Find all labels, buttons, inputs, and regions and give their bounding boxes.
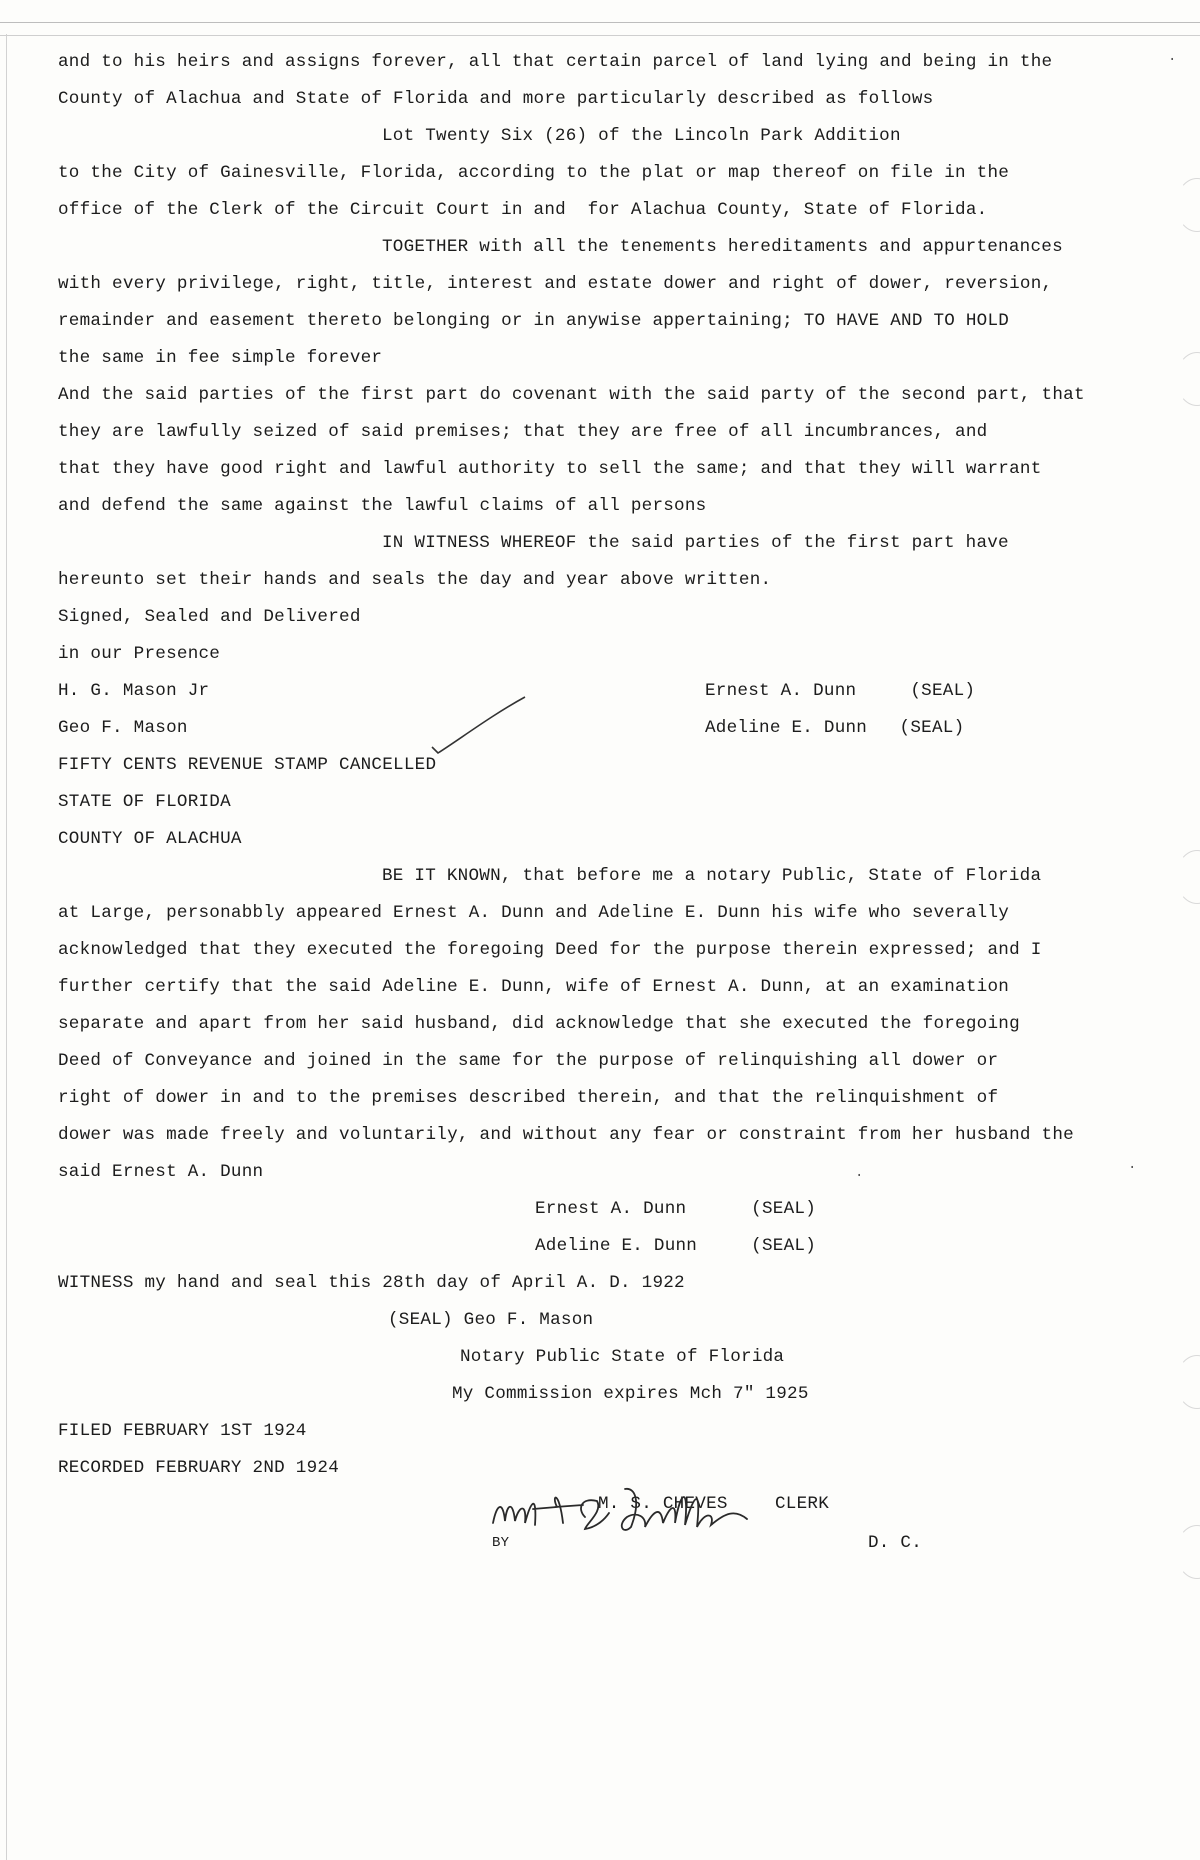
deed-text-line: they are lawfully seized of said premises; that they are free of all incumbrances, and (58, 422, 988, 442)
acknowledgment-text: Deed of Conveyance and joined in the same for the purpose of relinquishing all dower or (58, 1051, 999, 1071)
scan-speck: · (1128, 1160, 1137, 1176)
deed-text-line: and to his heirs and assigns forever, all that certain parcel of land lying and being in the (58, 52, 1053, 72)
recorded-date: RECORDED FEBRUARY 2ND 1924 (58, 1458, 340, 1478)
grantor-signature: Ernest A. Dunn (SEAL) (705, 681, 976, 701)
deed-text-line: office of the Clerk of the Circuit Court in and for Alachua County, State of Florida. (58, 200, 988, 220)
binder-hole (1176, 1525, 1200, 1579)
deed-text-line: TOGETHER with all the tenements hereditaments and appurtenances (382, 237, 1063, 257)
top-rule (0, 22, 1200, 36)
binder-hole (1176, 352, 1200, 406)
revenue-stamp-note: FIFTY CENTS REVENUE STAMP CANCELLED (58, 755, 437, 775)
deed-text-line: remainder and easement thereto belonging or in anywise appertaining; TO HAVE AND TO HOLD (58, 311, 1010, 331)
by-label: BY (492, 1535, 510, 1551)
attestation-heading: Signed, Sealed and Delivered (58, 607, 361, 627)
deed-text-line: with every privilege, right, title, interest and estate dower and right of dower, reversion, (58, 274, 1053, 294)
grantor-signature: Ernest A. Dunn (SEAL) (535, 1199, 817, 1219)
jurisdiction-state: STATE OF FLORIDA (58, 792, 231, 812)
acknowledgment-text: BE IT KNOWN, that before me a notary Public, State of Florida (382, 866, 1042, 886)
clerk-title: CLERK (775, 1494, 830, 1514)
deed-text-line: and defend the same against the lawful claims of all persons (58, 496, 707, 516)
notary-seal-name: (SEAL) Geo F. Mason (388, 1310, 594, 1330)
scan-speck: · (855, 1168, 864, 1184)
witness-name: H. G. Mason Jr (58, 681, 210, 701)
acknowledgment-text: right of dower in and to the premises described therein, and that the relinquishment of (58, 1088, 999, 1108)
acknowledgment-text: acknowledged that they executed the foregoing Deed for the purpose therein expressed; and I (58, 940, 1042, 960)
grantor-signature: Adeline E. Dunn (SEAL) (535, 1236, 817, 1256)
deed-text-line: County of Alachua and State of Florida and more particularly described as follows (58, 89, 934, 109)
notary-witness-line: WITNESS my hand and seal this 28th day of April A. D. 1922 (58, 1273, 685, 1293)
deputy-clerk-label: D. C. (868, 1533, 923, 1553)
witness-name: Geo F. Mason (58, 718, 188, 738)
binder-hole (1176, 178, 1200, 232)
filed-date: FILED FEBRUARY 1ST 1924 (58, 1421, 307, 1441)
handwritten-signature-icon (485, 1483, 775, 1539)
attestation-heading: in our Presence (58, 644, 221, 664)
scan-speck: · (1168, 52, 1177, 68)
binder-hole (1176, 1355, 1200, 1409)
acknowledgment-text: said Ernest A. Dunn (58, 1162, 264, 1182)
deed-text-line: hereunto set their hands and seals the day and year above written. (58, 570, 772, 590)
acknowledgment-text: dower was made freely and voluntarily, and without any fear or constraint from her husband the (58, 1125, 1074, 1145)
notary-commission: My Commission expires Mch 7" 1925 (452, 1384, 809, 1404)
notary-title: Notary Public State of Florida (460, 1347, 785, 1367)
jurisdiction-county: COUNTY OF ALACHUA (58, 829, 242, 849)
deed-text-line: to the City of Gainesville, Florida, according to the plat or map thereof on file in the (58, 163, 1010, 183)
lot-description: Lot Twenty Six (26) of the Lincoln Park Addition (382, 126, 901, 146)
deed-text-line: IN WITNESS WHEREOF the said parties of the first part have (382, 533, 1009, 553)
clerk-name: M. S. CHEVES (598, 1494, 728, 1514)
grantor-signature: Adeline E. Dunn (SEAL) (705, 718, 965, 738)
deed-text-line: And the said parties of the first part do covenant with the said party of the second part, that (58, 385, 1085, 405)
acknowledgment-text: separate and apart from her said husband, did acknowledge that she executed the foregoing (58, 1014, 1020, 1034)
left-margin-rule (6, 34, 7, 1860)
acknowledgment-text: further certify that the said Adeline E. Dunn, wife of Ernest A. Dunn, at an examination (58, 977, 1010, 997)
check-mark-icon (430, 695, 530, 760)
deed-text-line: the same in fee simple forever (58, 348, 383, 368)
acknowledgment-text: at Large, personabbly appeared Ernest A. Dunn and Adeline E. Dunn his wife who severally (58, 903, 1010, 923)
deed-text-line: that they have good right and lawful authority to sell the same; and that they will warrant (58, 459, 1042, 479)
binder-hole (1176, 850, 1200, 904)
